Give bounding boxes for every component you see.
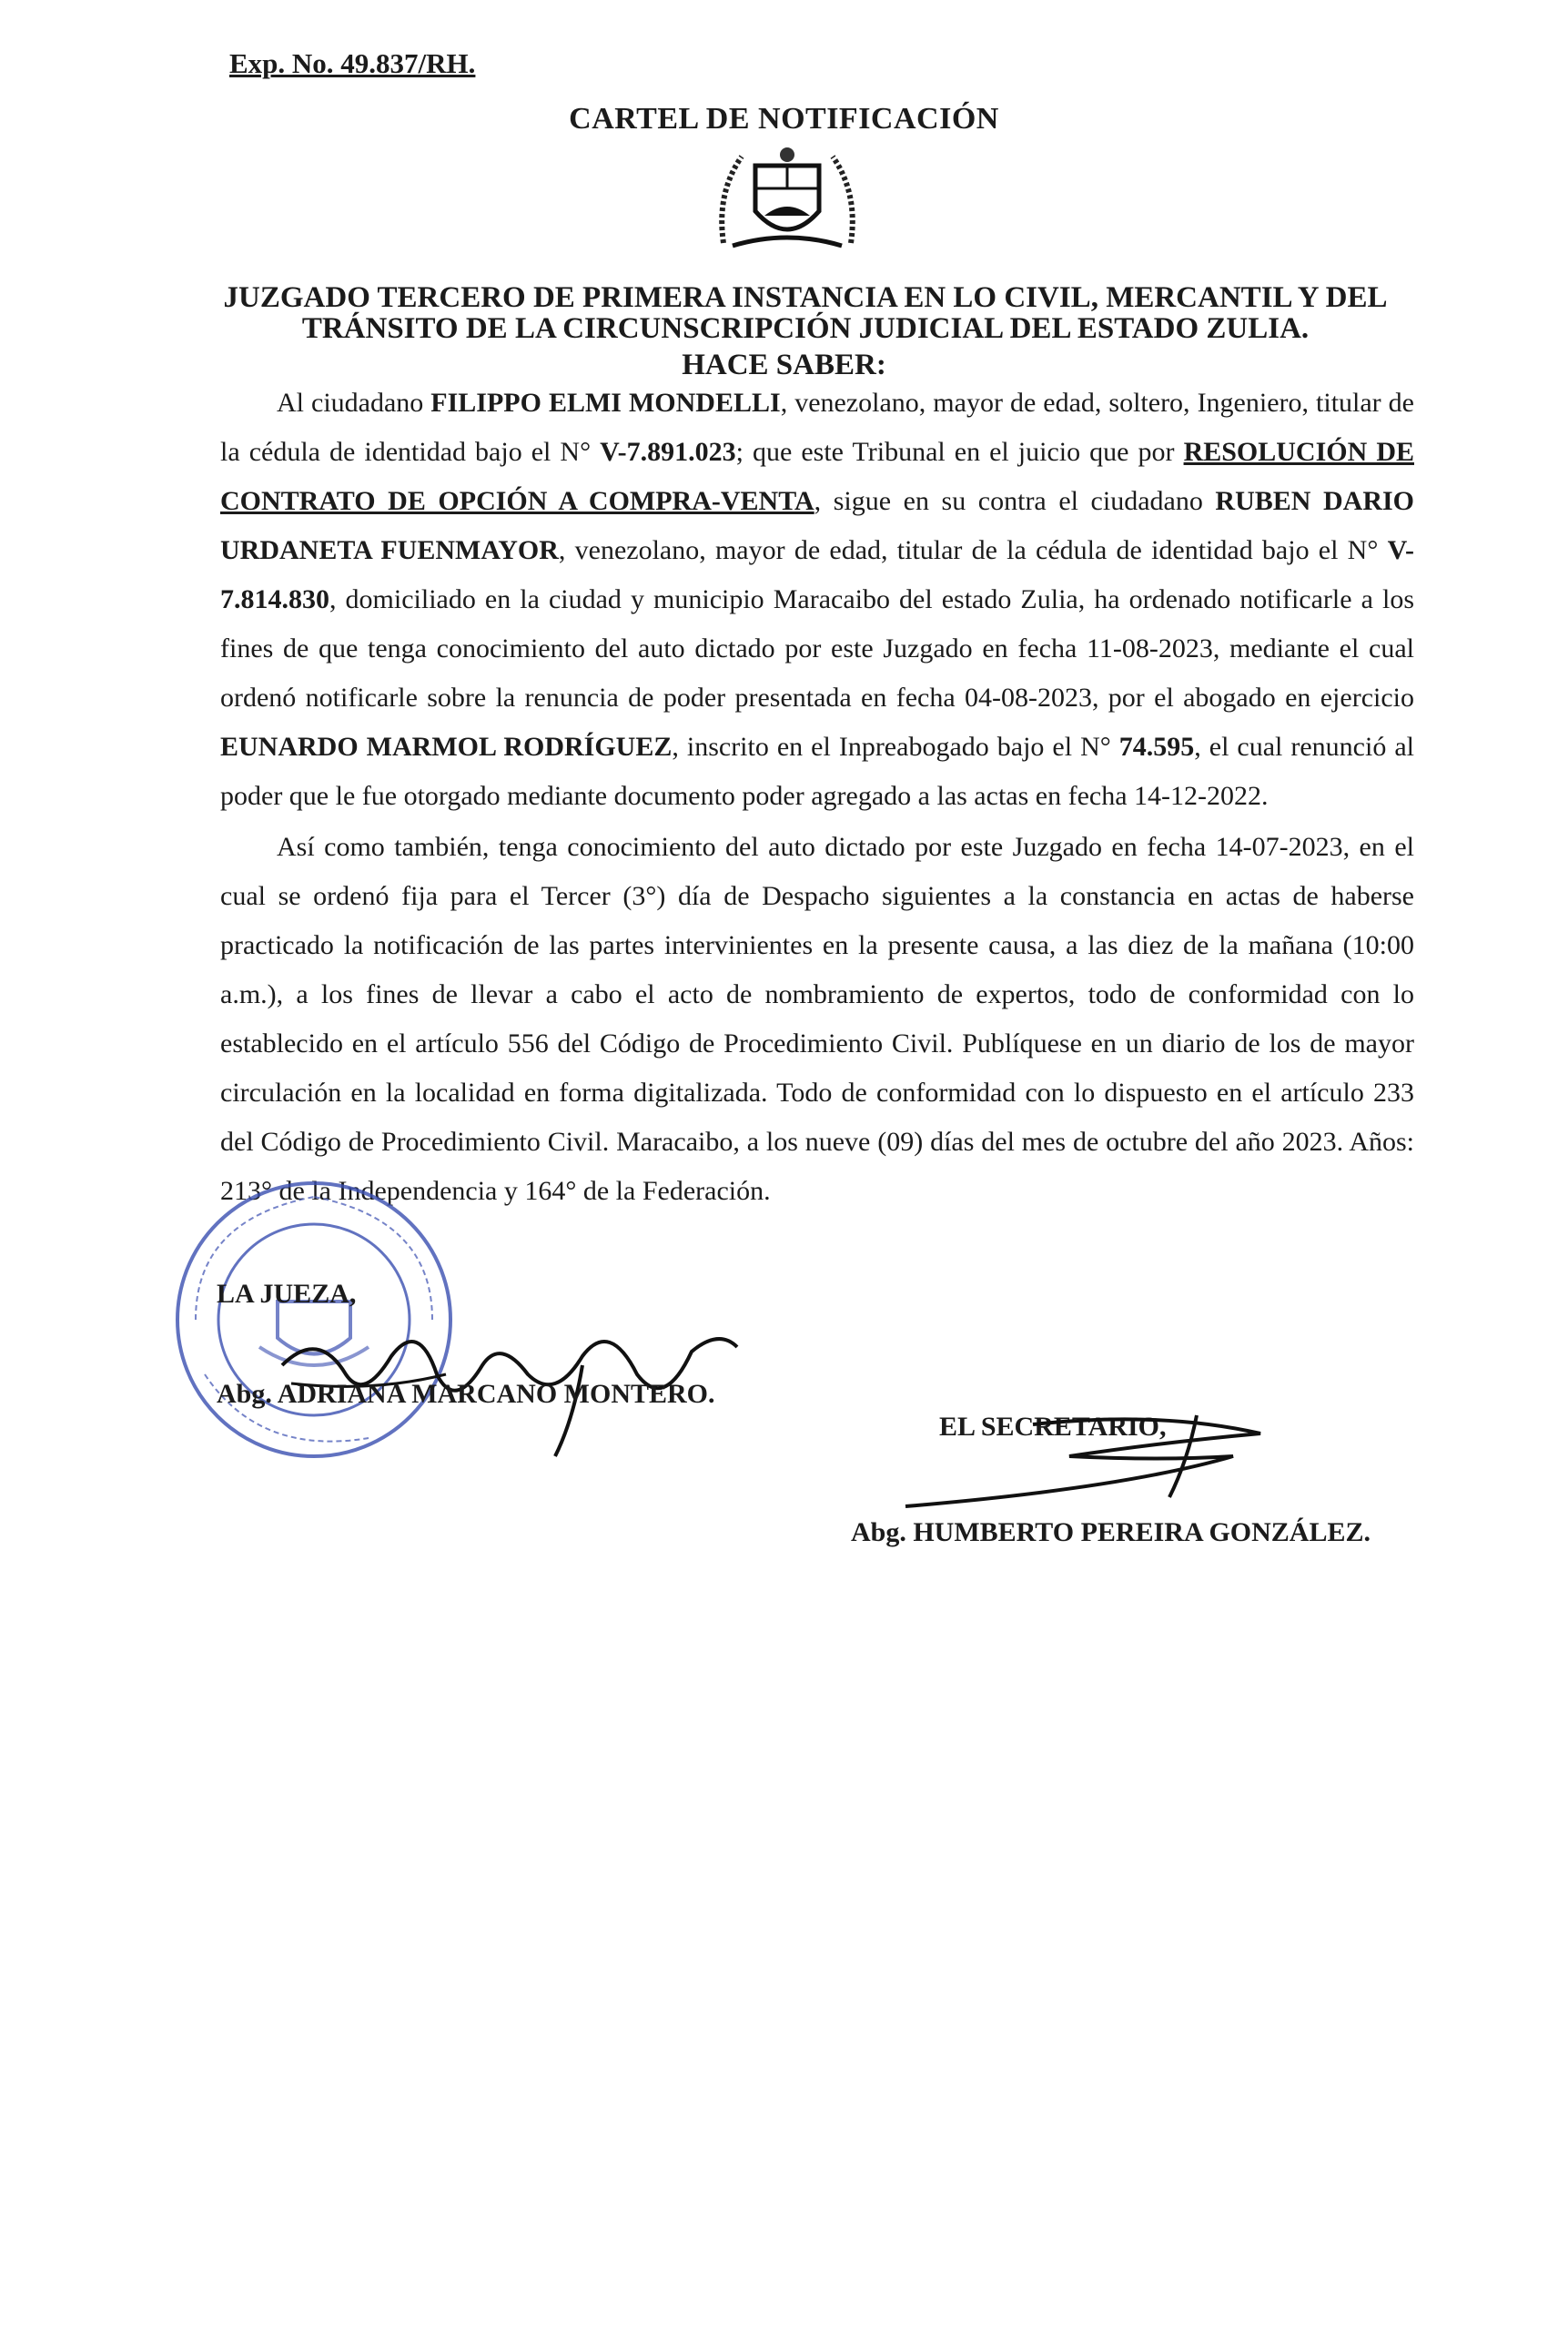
defendant-id-number: V-7.891.023 bbox=[600, 437, 736, 467]
plaintiff-name: RUBEN DARIO URDANETA FUENMAYOR bbox=[220, 486, 1415, 565]
text-run: , venezolano, mayor de edad, titular de la cédula de identidad bajo el N° bbox=[558, 535, 1388, 565]
coat-of-arms-icon bbox=[714, 138, 860, 257]
text-run: ; que este Tribunal en el juicio que por bbox=[735, 437, 1184, 467]
text-run: , inscrito en el Inpreabogado bajo el N° bbox=[672, 732, 1119, 762]
defendant-name: FILIPPO ELMI MONDELLI bbox=[430, 388, 781, 418]
paragraph-1 bbox=[220, 379, 1414, 821]
text-run: , sigue en su contra el ciudadano bbox=[814, 486, 1216, 516]
expediente-number: Exp. No. 49.837/RH. bbox=[229, 47, 476, 79]
paragraph-2: Así como también, tenga conocimiento del auto dictado por este Juzgado en fecha 14-07-2023, en el cual se ordenó fija para el Tercer (3°) día de Despacho siguientes a la constancia en actas de haberse practicado la notificación de las partes intervinientes en la presente causa, a las diez de la mañana (10:00 a.m.), a los fines de llevar a cabo el acto de nombramiento de expertos, todo de conformidad con lo establecido en el artículo 556 del Código de Procedimiento Civil. Publíquese en un diario de los de mayor circulación en la localidad en forma digitalizada. Todo de conformidad con lo dispuesto en el artículo 233 del Código de Procedimiento Civil. Maracaibo, a los nueve (09) días del mes de octubre del año 2023. Años: 213° de la Independencia y 164° de la Federación. bbox=[220, 832, 1414, 1206]
court-header-line-1: JUZGADO TERCERO DE PRIMERA INSTANCIA EN LO CIVIL, MERCANTIL Y DEL bbox=[223, 281, 1388, 314]
notice-body bbox=[220, 379, 1414, 1216]
lawyer-name: EUNARDO MARMOL RODRÍGUEZ bbox=[220, 732, 673, 762]
text-run: , domiciliado en la ciudad y municipio Maracaibo del estado Zulia, ha ordenado notificarle a los fines de que tenga conocimiento del auto dictado por este Juzgado en fecha 11-08-2023, mediante el cual ordenó notificarle sobre la renuncia de poder presentada en fecha 04-08-2023, por el abogado en ejercicio bbox=[220, 584, 1414, 713]
document-title: CARTEL DE NOTIFICACIÓN bbox=[569, 102, 999, 136]
text-run: , el cual renunció al poder que le fue otorgado mediante documento poder agregado a las actas en fecha 14-12-2022. bbox=[220, 732, 1414, 811]
secretary-title: EL SECRETARIO, bbox=[939, 1412, 1167, 1442]
text-run: , venezolano, mayor de edad, soltero, Ingeniero, titular de la cédula de identidad bajo el N° bbox=[220, 388, 1414, 467]
text-run: Al ciudadano bbox=[277, 388, 431, 418]
court-header-line-2: TRÁNSITO DE LA CIRCUNSCRIPCIÓN JUDICIAL DEL ESTADO ZULIA. bbox=[301, 312, 1310, 345]
plaintiff-id-number: V-7.814.830 bbox=[220, 535, 1414, 614]
judge-title: LA JUEZA, bbox=[217, 1279, 357, 1309]
case-subject: RESOLUCIÓN DE CONTRATO DE OPCIÓN A COMPRA-VENTA bbox=[220, 437, 1414, 516]
judge-name: Abg. ADRIANA MARCANO MONTERO. bbox=[217, 1379, 715, 1409]
secretary-signature-icon bbox=[887, 1406, 1288, 1515]
secretary-name: Abg. HUMBERTO PEREIRA GONZÁLEZ. bbox=[851, 1517, 1371, 1547]
court-header bbox=[209, 282, 1401, 344]
hace-saber-heading: HACE SABER: bbox=[682, 349, 886, 381]
inpreabogado-number: 74.595 bbox=[1118, 732, 1195, 762]
